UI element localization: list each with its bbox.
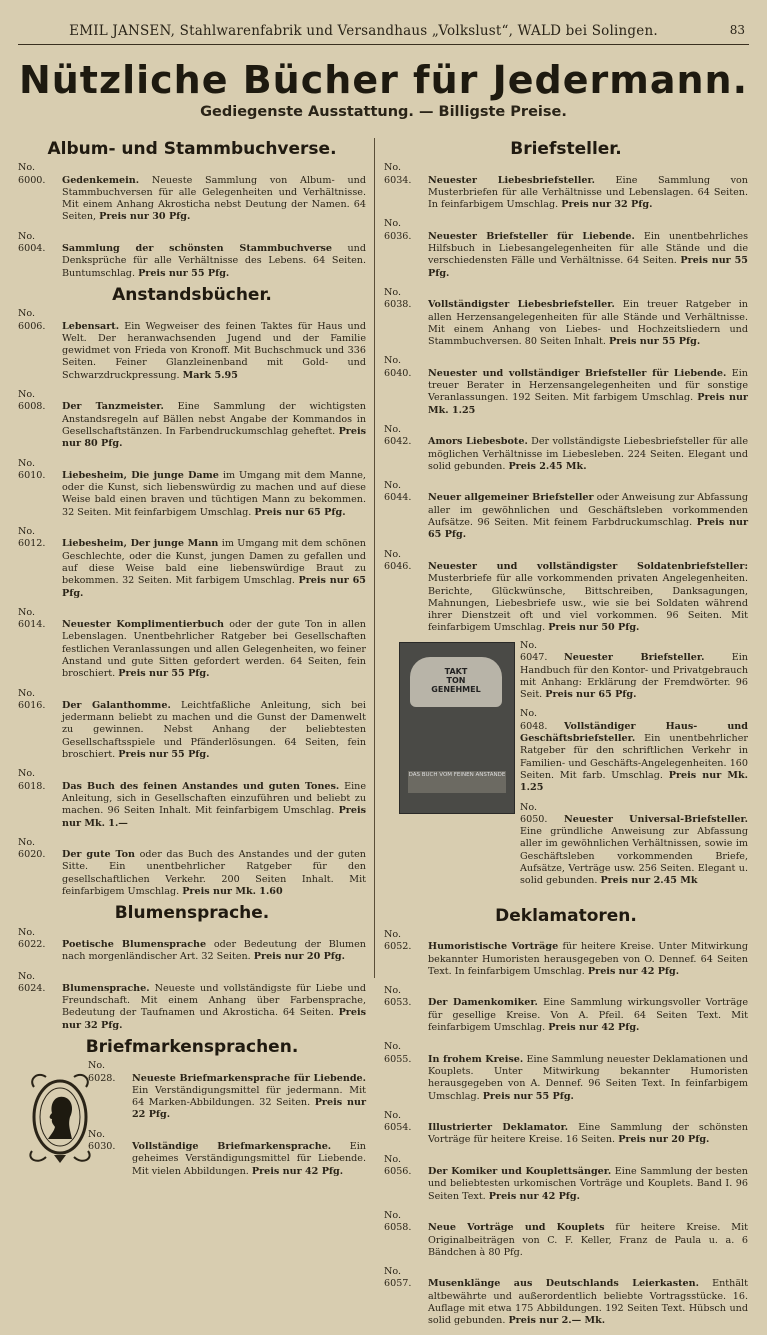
entry-price: Preis nur 20 Pfg. [253,951,345,963]
entry-number: No. 6047. [520,640,548,664]
catalog-entry [384,1154,748,1203]
page-subtitle: Gediegenste Ausstattung. — Billigste Preise. [200,104,567,120]
entry-description: Der vollständigste Liebesbriefsteller für alle möglichen Verhältnisse im Liebesleben. 224 Seiten. Elegant und solid gebunden. [428,436,748,472]
entry-description: oder Bedeutung der Blumen nach morgenländischer Art. 32 Seiten. [62,938,366,963]
entry-description: Ein geheimes Verständigungsmittel für Liebende. Mit vielen Abbildungen. [132,1141,366,1177]
entry-number: No. 6006. [18,308,46,332]
entry-title: Blumensprache. [62,982,150,994]
section-heading: Deklamatoren. [495,905,637,926]
entry-title: Gedenkemein. [62,174,140,186]
catalog-entry [384,1110,748,1147]
catalog-entry [520,640,748,701]
entry-title: Neuester und vollständigster Soldatenbriefsteller: [428,560,748,572]
entry-price: Preis nur 55 Pfg. [428,255,748,279]
entry-title: Lebensart. [62,320,120,332]
entry-description: oder Anweisung zur Abfassung aller im gewöhnlichen und Geschäftsleben vorkommenden Aufsätze. 96 Seiten. Mit feinem Farbdruckumschlag. [428,492,748,529]
entry-price: Preis nur 32 Pfg. [62,1007,366,1031]
entry-number: No. 6010. [18,457,46,481]
section-heading: Album- und Stammbuchverse. [47,139,337,159]
entry-title: Neuester Briefsteller. [564,652,705,664]
entry-title: Neuer allgemeiner Briefsteller [428,492,594,504]
book-cover-title: TAKT TON GENEHMEL [431,667,481,694]
catalog-entry [520,708,748,794]
entry-price: Preis nur 42 Pfg. [548,1022,640,1034]
catalog-entry [384,218,748,279]
catalog-entry [18,768,366,829]
entry-description: Eine Anleitung, sich in Gesellschaften einzuführen und beliebt zu machen. 96 Seiten Inhalt. Mit feinfarbigem Umschlag. [62,780,366,817]
entry-price: Preis nur 2.— Mk. [508,1315,606,1327]
entry-description: für heitere Kreise. Unter Mitwirkung bekannter Humoristen herausgegeben von O. Dennef. 64 Seiten Text. In feinfarbigem Umschlag. [428,941,748,977]
entry-number: No. 6040. [384,355,412,379]
entry-description: und Denksprüche für alle Verhältnisse des Lebens. 64 Seiten. Buntumschlag. [62,243,366,279]
entry-price: Mark 5.95 [182,369,238,381]
entry-description: oder das Buch des Anstandes und der guten Sitte. Ein unentbehrlicher Ratgeber für den gesellschaftlichen Verkehr. 200 Seiten Inhalt. Mit feinfarbigem Umschlag. [62,849,366,898]
catalog-entry [384,549,748,635]
entry-number: No. 6030. [88,1128,116,1153]
catalog-entry [384,1210,748,1259]
entry-title: Illustrierter Deklamator. [428,1122,569,1134]
catalog-entry [18,971,366,1032]
entry-number: No. 6036. [384,218,412,242]
entry-number: No. 6016. [18,687,46,711]
entry-price: Preis nur Mk. 1.25 [520,769,748,794]
page-number: 83 [729,23,745,37]
catalog-entry [18,231,366,280]
section-heading: Briefsteller. [510,139,622,159]
left-column [18,134,366,1185]
entry-number: No. 6014. [18,606,46,631]
entry-price: Preis nur 55 Pfg. [138,267,230,279]
entry-description: Enthält altbewährte und außerordentlich beliebte Vortragsstücke. 16. Auflage mit etwa 175 Abbildungen. 192 Seiten Text. Hübsch und solid gebunden. [428,1278,748,1327]
book-cover-band: DAS BUCH VOM FEINEN ANSTANDE [408,771,506,793]
entry-title: Der Tanzmeister. [62,401,164,413]
entry-price: Preis nur 2.45 Mk [600,875,698,887]
entry-description: Eine Sammlung der wichtigsten Anstandsregeln auf Bällen nebst Angabe der Kommandos in Gesellschaftstänzen. In Farbendruckumschlag geheftet. [62,401,366,437]
entry-title: Amors Liebesbote. [428,436,528,448]
catalog-entry [384,929,748,978]
entry-number: No. 6054. [384,1109,412,1134]
catalog-entry [18,389,366,450]
entry-price: Preis nur Mk. 1.— [62,805,366,829]
entry-price: Preis nur 42 Pfg. [488,1190,580,1202]
entry-description: Neueste Sammlung von Album- und Stammbuchversen für alle Gelegenheiten und Verhältnisse. Mit einem Anhang Akrosticha nebst Deutung der Namen. 64 Seiten, [62,174,366,223]
catalog-entry [384,162,748,211]
entry-description: Eine Sammlung von Musterbriefen für alle Verhältnisse und Lebenslagen. 64 Seiten. In feinfarbigem Umschlag. [428,174,748,211]
catalog-entry [384,424,748,473]
entry-price: Preis nur 32 Pfg. [561,199,653,211]
catalog-entry [18,927,366,964]
entry-description: Ein Verständigungsmittel für jedermann. Mit 64 Marken-Abbildungen. 32 Seiten. [132,1084,366,1109]
entry-title: Poetische Blumensprache [62,938,207,950]
entry-price: Preis nur 30 Pfg. [99,211,191,223]
entry-title: Neuester Briefsteller für Liebende. [428,230,635,242]
catalog-entry [384,1041,748,1102]
entry-price: Preis nur 80 Pfg. [62,425,366,450]
entry-title: Neuester und vollständiger Briefsteller für Liebende. [428,367,727,379]
catalog-entry [88,1060,366,1121]
section-heading: Blumensprache. [114,903,270,924]
catalog-entry [18,526,366,600]
entry-number: No. 6048. [520,708,548,732]
entry-title: Neuester Komplimentierbuch [62,619,225,631]
silhouette-ornament [24,1067,96,1167]
catalog-entry [18,837,366,898]
catalog-entry [18,688,366,762]
entry-title: Humoristische Vorträge [428,941,559,953]
entry-title: Der Damenkomiker. [428,997,538,1009]
entry-description: Eine Sammlung wirkungsvoller Vorträge für gesellige Kreise. Von A. Pfeil. 64 Seiten Text. Mit feinfarbigem Umschlag. [428,997,748,1034]
page-header [18,22,749,45]
catalog-entry [384,480,748,541]
entry-description-tail: usw. 256 Seiten. Elegant u. solid gebunden. [520,863,748,887]
entry-description: Eine gründliche Anweisung zur Abfassung aller im gewöhnlichen Verhältnissen, sowie im Geschäftsleben vorkommenden Briefe, Aufsätze, Verträge [520,826,748,875]
entry-description: Ein treuer Ratgeber in allen Herzensangelegenheiten für alle Stände und Verhältnisse. Mit einem Anhang von Liebes- und Hochzeitsliedern und Stammbuchversen. 80 Seiten Inhalt. [428,299,748,348]
entry-price: Preis nur 22 Pfg. [132,1097,367,1121]
catalog-entry [384,1266,748,1327]
header-text: EMIL JANSEN, Stahlwarenfabrik und Versandhaus „Volkslust“, WALD bei Solingen. [69,23,658,39]
entry-description: Ein unentbehrliches Hilfsbuch in Liebesangelegenheiten für alle Stände und die verschiedensten Fälle und Verhältnisse. 64 Seiten. [428,230,748,267]
entry-number: No. 6042. [384,423,412,448]
entry-description: im Umgang mit dem schönen Geschlechte, oder die Kunst, jungen Damen zu gefallen und auf diese Weise bald eine liebenswürdige Braut zu bekommen. 32 Seiten. Mit farbigem Umschlag. [62,538,366,587]
entry-description: Ein Wegweiser des feinen Taktes für Haus und Welt. Der heranwachsenden Jugend und der Familie gewidmet von Frieda von Kronoff. Mit Buchschmuck und 336 Seiten. Feiner Glanzleinenband mit Gold- und Schwarzdruckpressung. [62,320,367,381]
entry-title: Neuester Universal-Briefsteller. [564,813,748,825]
entry-number: No. 6024. [18,970,46,994]
entry-title: Das Buch des feinen Anstandes und guten Tones. [62,780,340,792]
entry-number: No. 6052. [384,928,412,953]
entry-price: Preis nur Mk. 1.25 [428,392,748,416]
entry-number: No. 6057. [384,1266,412,1290]
entry-price: Preis nur 65 Pfg. [254,506,346,518]
entry-number: No. 6008. [18,389,46,413]
entry-description: im Umgang mit dem Manne, oder die Kunst, sich liebenswürdig zu machen und auf diese Weise bald einen braven und tüchtigen Mann zu bekommen. 32 Seiten. Mit feinfarbigem Umschlag. [62,469,366,518]
entry-description: Musterbriefe für alle vorkommenden privaten Angelegenheiten. Berichte, Glückwünsche, Bittschreiben, Danksagungen, Mahnungen, Liebesbriefe usw., wie sie bei Soldaten während ihrer Dienstzeit oft und viel vorkommen. 96 Seiten. Mit feinfarbigem Umschlag. [428,573,748,634]
entry-price: Preis nur 55 Pfg. [609,336,701,348]
column-divider [374,138,375,978]
entry-title: Neuester Liebesbriefsteller. [428,174,595,186]
entry-title: Der Komiker und Kouplettsänger. [428,1166,612,1178]
entry-title: Vollständiger Haus- und Geschäftsbriefsteller. [520,720,748,745]
catalog-entry [384,287,748,348]
entry-title: Vollständigster Liebesbriefsteller. [428,299,615,311]
entry-number: No. 6004. [18,230,46,255]
entry-description: Eine Sammlung der besten und beliebtesten urkomischen Vorträge und Kouplets. Band I. 96 Seiten Text. [428,1166,748,1202]
entry-number: No. 6022. [18,926,46,950]
entry-title: Vollständige Briefmarkensprache. [132,1141,332,1153]
section-heading: Anstandsbücher. [112,284,272,305]
catalog-entry [18,458,366,519]
entry-description: Leichtfaßliche Anleitung, sich bei jedermann beliebt zu machen und die Gunst der Damenwelt zu gewinnen. Nebst Anhang der beliebtesten Gesellschaftsspiele und Pfänderlösungen. 64 Seiten, fein broschiert. [62,699,366,761]
entry-price: Preis nur Mk. 1.60 [182,886,283,898]
entry-number: No. 6028. [88,1060,116,1084]
entry-title: Sammlung der schönsten Stammbuchverse [62,243,333,255]
entry-number: No. 6020. [18,836,46,861]
entry-number: No. 6034. [384,162,412,186]
entry-number: No. 6053. [384,985,412,1009]
catalog-entry [88,1129,366,1178]
entry-title: Der gute Ton [62,849,135,861]
entry-title: Liebesheim, Die junge Dame [62,469,219,481]
entry-description: Neueste und vollständigste für Liebe und Freundschaft. Mit einem Anhang über Farbensprache, Bedeutung der Taufnamen und Akrosticha. 64 Seiten. [62,982,366,1019]
page-title: Nützliche Bücher für Jedermann. [18,58,749,102]
entry-title: Musenklänge aus Deutschlands Leierkasten. [428,1278,699,1290]
catalog-entry [18,607,366,681]
entry-number: No. 6050. [520,801,548,825]
entry-price: Preis nur 50 Pfg. [548,622,640,634]
book-cover-illustration [399,642,515,814]
entry-description: Ein unentbehrlicher Ratgeber für den schriftlichen Verkehr in Familien- und Geschäfts-Angelegenheiten. 160 Seiten. Mit farb. Umschlag. [520,733,748,781]
entry-description: Ein Handbuch für den Kontor- und Privatgebrauch mit Anhang: Erklärung der Fremdwörter. 96 Seit. [520,652,748,701]
section-heading: Briefmarkensprachen. [85,1037,299,1057]
float-entries [520,640,748,895]
entry-number: No. 6056. [384,1153,412,1178]
entry-price: Preis nur 65 Pfg. [428,517,749,541]
entry-title: In frohem Kreise. [428,1053,524,1065]
catalog-entry [520,802,748,888]
entry-number: No. 6058. [384,1209,412,1234]
entry-title: Der Galanthomme. [62,699,171,711]
entry-description: oder der gute Ton in allen Lebenslagen. Unentbehrlicher Ratgeber bei Gesellschaften festlichen Veranlassungen und allen Gelegenheiten, wo feiner Anstand und gute Sitten gefordert werden. 64 Seiten, fein broschiert. [62,619,366,680]
entry-price: Preis 2.45 Mk. [508,460,587,472]
entry-price: Preis nur 65 Pfg. [545,689,637,701]
entry-price: Preis nur 20 Pfg. [618,1134,710,1146]
entry-number: No. 6044. [384,480,412,504]
entry-title: Neueste Briefmarkensprache für Liebende. [132,1072,366,1084]
entry-description: für heitere Kreise. Mit Originalbeiträgen von C. F. Keller, Franz de Paula u. a. 6 Bändchen à 80 Pfg. [428,1222,748,1258]
entry-price: Preis nur 55 Pfg. [118,668,210,680]
entry-title: Liebesheim, Der junge Mann [62,538,219,550]
catalog-entry [18,308,366,382]
entry-price: Preis nur 65 Pfg. [62,575,366,599]
entry-price: Preis nur 42 Pfg. [251,1165,344,1177]
entry-price: Preis nur 55 Pfg. [482,1090,574,1102]
entry-description: Ein treuer Berater in Herzensangelegenheiten und für sonstige Veranlassungen. 192 Seiten. Mit farbigem Umschlag. [428,367,748,404]
catalog-entry [384,355,748,416]
catalog-entry [18,162,366,223]
entry-price: Preis nur 55 Pfg. [118,749,210,761]
entry-number: No. 6038. [384,286,412,311]
entry-number: No. 6000. [18,162,46,186]
entry-number: No. 6046. [384,548,412,572]
entry-number: No. 6018. [18,768,46,792]
entry-price: Preis nur 42 Pfg. [587,965,680,977]
entry-description: Eine Sammlung neuester Deklamationen und Kouplets. Unter Mitwirkung bekannter Humoristen herausgegeben von A. Dennef. 96 Seiten Text. In feinfarbigem Umschlag. [428,1053,748,1102]
entry-number: No. 6055. [384,1041,412,1065]
entry-number: No. 6012. [18,526,46,550]
catalog-entry [384,985,748,1034]
entry-title: Neue Vorträge und Kouplets [428,1222,605,1234]
entry-description: Eine Sammlung der schönsten Vorträge für heitere Kreise. 16 Seiten. [428,1122,748,1146]
